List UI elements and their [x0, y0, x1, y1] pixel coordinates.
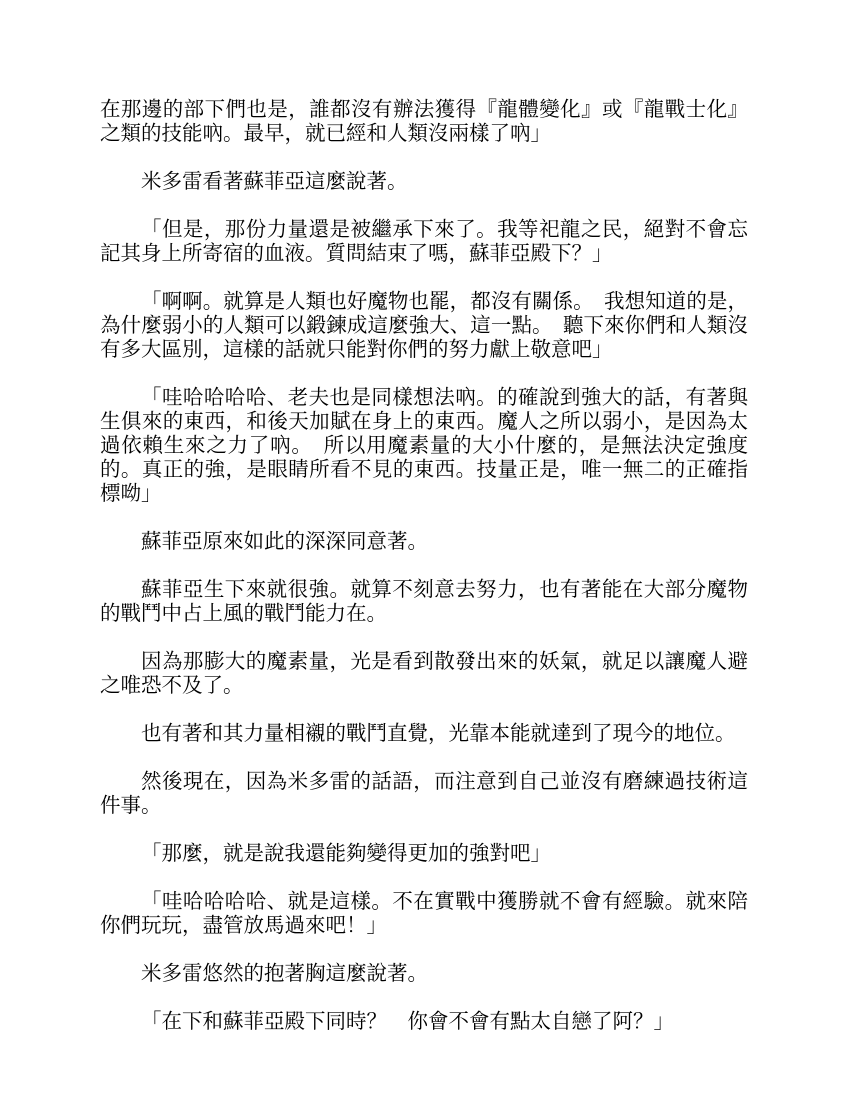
body-text: [100, 97, 748, 1057]
paragraph-13: 米多雷悠然的抱著胸這麼說著。: [141, 961, 428, 985]
paragraph-10: 然後現在，因為米多雷的話語，而注意到自己並沒有磨練過技術這件事。: [100, 769, 748, 817]
paragraph-5: 「哇哈哈哈哈、老夫也是同樣想法吶。的確說到強大的話，有著與生俱來的東西，和後天加賦在身上的東西。魔人之所以弱小，是因為太過依賴生來之力了吶。 所以用魔素量的大小什麼的，是無法決定強度的。真正的強，是眼睛所看不見的東西。技量正是，唯一無二的正確指標呦」: [100, 385, 748, 505]
paragraph-2: 米多雷看著蘇菲亞這麼說著。: [141, 169, 408, 193]
paragraph-12: 「哇哈哈哈哈、就是這樣。不在實戰中獲勝就不會有經驗。就來陪你們玩玩，盡管放馬過來吧！」: [100, 889, 748, 937]
paragraph-7: 蘇菲亞生下來就很強。就算不刻意去努力，也有著能在大部分魔物的戰鬥中占上風的戰鬥能力在。: [100, 577, 748, 625]
paragraph-9: 也有著和其力量相襯的戰鬥直覺，光靠本能就達到了現今的地位。: [141, 721, 736, 745]
paragraph-14: 「在下和蘇菲亞殿下同時？ 你會不會有點太自戀了阿？」: [141, 1009, 674, 1033]
paragraph-1: 在那邊的部下們也是，誰都沒有辦法獲得『龍體變化』或『龍戰士化』之類的技能吶。最早，就已經和人類沒兩樣了吶」: [100, 97, 748, 145]
paragraph-3: 「但是，那份力量還是被繼承下來了。我等祀龍之民，絕對不會忘記其身上所寄宿的血液。質問結束了嗎，蘇菲亞殿下？」: [100, 217, 748, 265]
paragraph-8: 因為那膨大的魔素量，光是看到散發出來的妖氣，就足以讓魔人避之唯恐不及了。: [100, 649, 748, 697]
paragraph-4: 「啊啊。就算是人類也好魔物也罷，都沒有關係。 我想知道的是，為什麼弱小的人類可以鍛鍊成這麼強大、這一點。 聽下來你們和人類沒有多大區別，這樣的話就只能對你們的努力獻上敬意吧」: [100, 289, 748, 361]
paragraph-11: 「那麼，就是說我還能夠變得更加的強對吧」: [141, 841, 551, 865]
paragraph-6: 蘇菲亞原來如此的深深同意著。: [141, 529, 428, 553]
